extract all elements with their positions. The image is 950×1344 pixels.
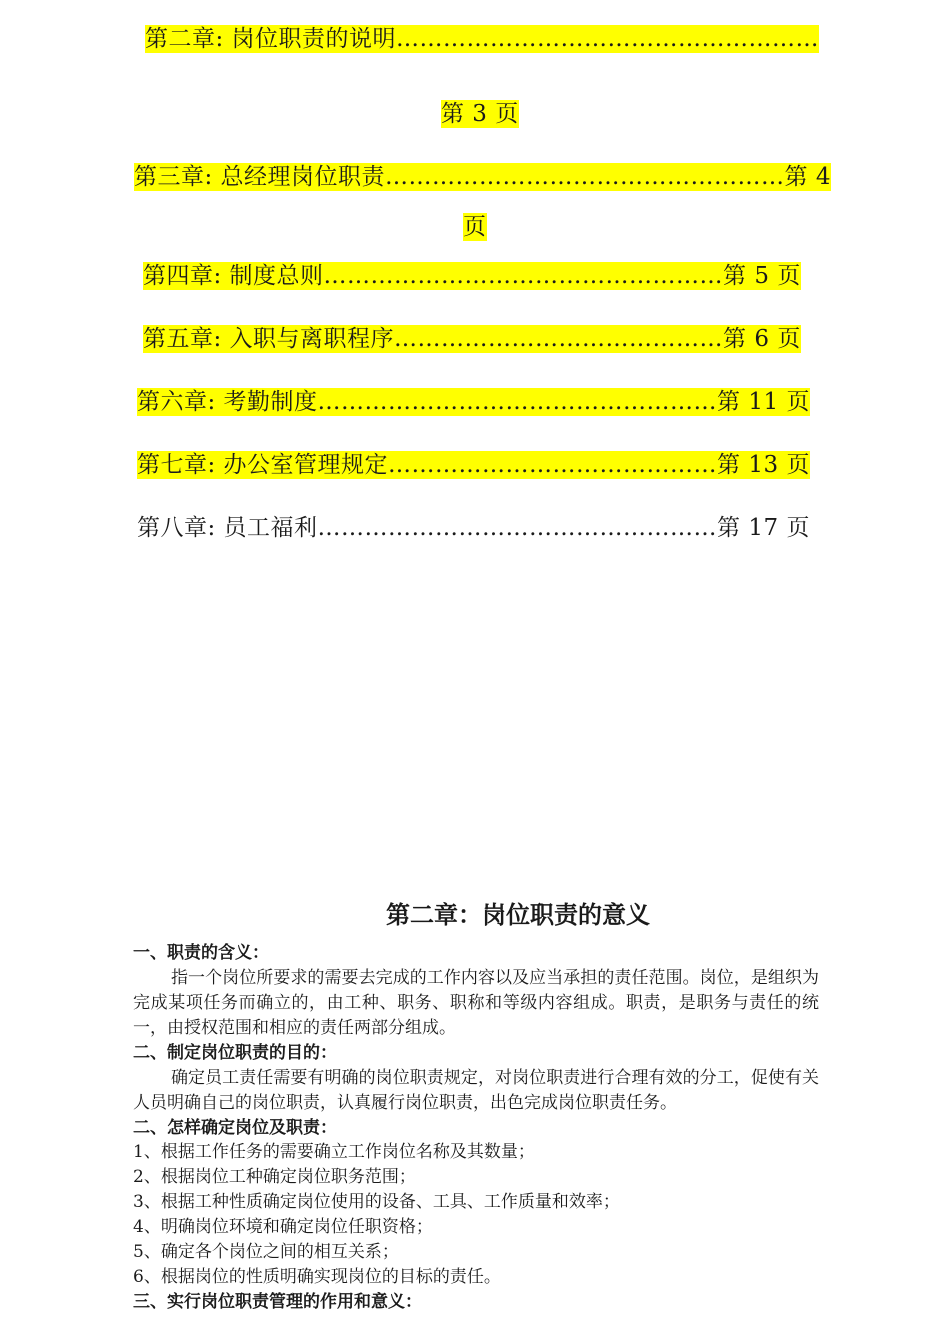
toc-entry-text: 第三章: 总经理岗位职责……………………………………………第 4	[134, 164, 832, 190]
toc-entry-chapter-2[interactable]	[145, 24, 819, 54]
toc-entry-text: 第五章: 入职与离职程序……………………………………第 6 页	[143, 326, 801, 352]
list-item: 6、根据岗位的性质明确实现岗位的目标的责任。	[133, 1267, 501, 1287]
toc-entry-chapter-7[interactable]	[137, 450, 810, 480]
list-item: 1、根据工作任务的需要确立工作岗位名称及其数量；	[133, 1142, 535, 1162]
section-heading-3: 二、怎样确定岗位及职责：	[133, 1118, 337, 1138]
list-item: 3、根据工种性质确定岗位使用的设备、工具、工作质量和效率；	[133, 1192, 620, 1212]
toc-page-number: 第 3 页	[441, 101, 519, 127]
list-item: 5、确定各个岗位之间的相互关系；	[133, 1242, 399, 1262]
section-heading-1: 一、职责的含义：	[133, 943, 269, 963]
toc-entry-chapter-3[interactable]	[134, 162, 831, 192]
toc-entry-text: 第八章: 员工福利……………………………………………第 17 页	[137, 515, 810, 541]
section-heading-2: 二、制定岗位职责的目的：	[133, 1043, 337, 1063]
toc-entry-chapter-2-page[interactable]	[441, 99, 519, 129]
toc-entry-text: 第六章: 考勤制度……………………………………………第 11 页	[137, 389, 810, 415]
toc-entry-text: 第二章: 岗位职责的说明………………………………………………	[145, 26, 820, 52]
toc-entry-chapter-3-page[interactable]	[463, 212, 487, 242]
section-paragraph-2: 确定员工责任需要有明确的岗位职责规定，对岗位职责进行合理有效的分工，促使有关人员明确自己的岗位职责，认真履行岗位职责，出色完成岗位职责任务。	[133, 1068, 819, 1113]
chapter-title: 第二章：岗位职责的意义	[386, 901, 650, 929]
toc-entry-text: 第四章: 制度总则……………………………………………第 5 页	[143, 263, 801, 289]
list-item: 4、明确岗位环境和确定岗位任职资格；	[133, 1217, 433, 1237]
list-item: 2、根据岗位工种确定岗位职务范围；	[133, 1167, 416, 1187]
toc-page-number: 页	[463, 214, 487, 240]
toc-entry-chapter-6[interactable]	[137, 387, 810, 417]
toc-entry-text: 第七章: 办公室管理规定……………………………………第 13 页	[137, 452, 810, 478]
toc-entry-chapter-5[interactable]	[143, 324, 801, 354]
toc-entry-chapter-4[interactable]	[143, 261, 801, 291]
toc-entry-chapter-8[interactable]	[137, 513, 810, 543]
section-heading-4: 三、实行岗位职责管理的作用和意义：	[133, 1292, 422, 1312]
section-paragraph-1: 指一个岗位所要求的需要去完成的工作内容以及应当承担的责任范围。岗位，是组织为完成某项任务而确立的，由工种、职务、职称和等级内容组成。职责，是职务与责任的统一，由授权范围和相应的责任两部分组成。	[133, 968, 819, 1038]
